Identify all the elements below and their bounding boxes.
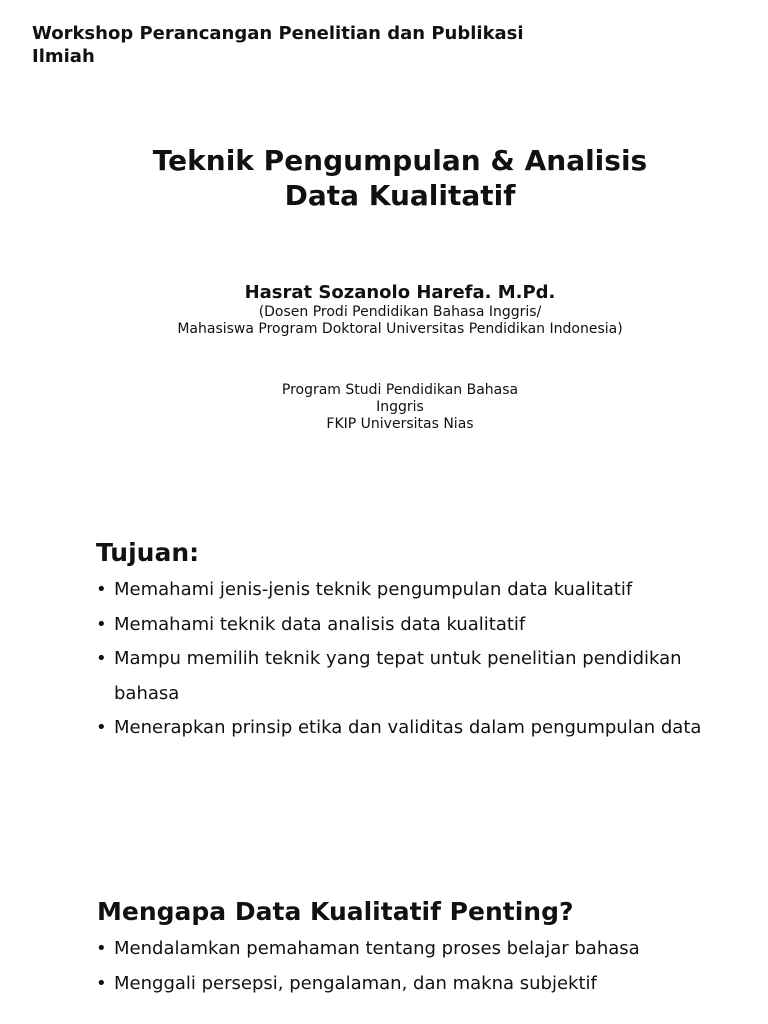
list-item: • Menerapkan prinsip etika dan validitas dalam pengumpulan data — [96, 711, 706, 746]
list-item: • Memahami teknik data analisis data kualitatif — [96, 608, 706, 643]
affiliation-line-1: (Dosen Prodi Pendidikan Bahasa Inggris/ — [258, 304, 542, 320]
penting-list — [96, 932, 686, 1001]
tujuan-list — [96, 573, 706, 746]
workshop-title: Workshop Perancangan Penelitian dan Publikasi Ilmiah — [32, 23, 524, 67]
program-line-1: Program Studi Pendidikan Bahasa — [281, 382, 519, 398]
author-name: Hasrat Sozanolo Harefa. M.Pd. — [244, 282, 556, 303]
list-item: • Memahami jenis-jenis teknik pengumpulan data kualitatif — [96, 573, 706, 608]
page-title-line-2: Data Kualitatif — [284, 179, 516, 212]
tujuan-heading: Tujuan: — [96, 538, 200, 567]
list-item: • Menggali persepsi, pengalaman, dan makna subjektif — [96, 967, 686, 1002]
page-title — [0, 143, 768, 213]
author-affiliation — [0, 304, 768, 338]
program-line-2: Inggris — [376, 399, 424, 415]
program-info — [0, 382, 768, 433]
penting-heading: Mengapa Data Kualitatif Penting? — [97, 897, 574, 926]
list-item: • Mendalamkan pemahaman tentang proses belajar bahasa — [96, 932, 686, 967]
page-title-line-1: Teknik Pengumpulan & Analisis — [152, 144, 648, 177]
program-line-3: FKIP Universitas Nias — [326, 416, 474, 432]
list-item: • Mampu memilih teknik yang tepat untuk penelitian pendidikan bahasa — [96, 642, 706, 711]
affiliation-line-2: Mahasiswa Program Doktoral Universitas Pendidikan Indonesia) — [177, 321, 623, 337]
